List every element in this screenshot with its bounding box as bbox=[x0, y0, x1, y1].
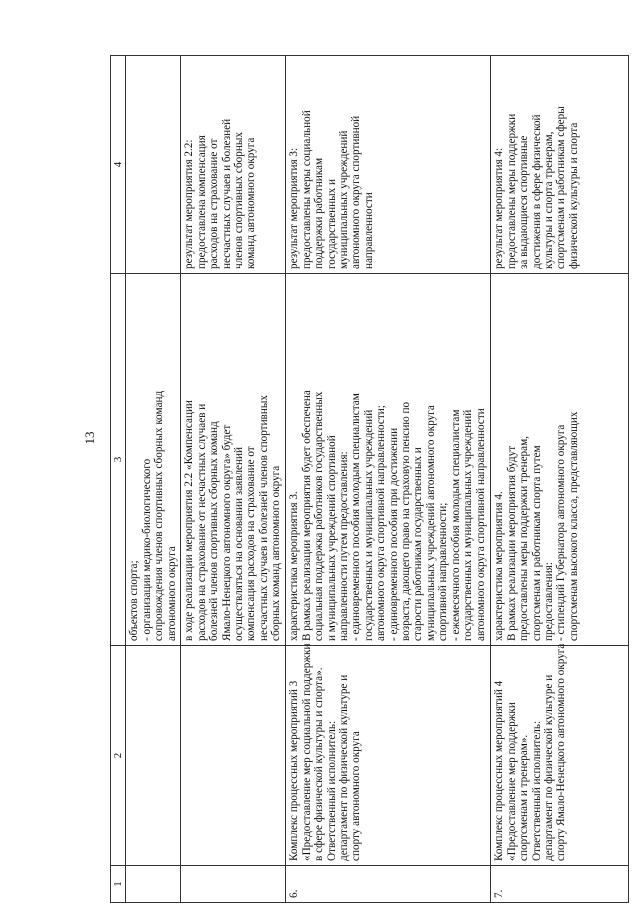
activity-characteristic-cell bbox=[126, 274, 181, 646]
cell-text-line: Комплекс процессных мероприятий 4 bbox=[493, 680, 506, 861]
row-number: 6. bbox=[286, 866, 491, 903]
cell-text-line: спортивной направленности; bbox=[437, 502, 450, 641]
cell-text-line: автономного округа спортивной bbox=[350, 115, 363, 269]
cell-text-line: характеристика мероприятия 3. bbox=[288, 491, 301, 641]
cell-text-line: департамент по физической культуре и bbox=[338, 674, 351, 861]
cell-text-line: государственных и муниципальных учреждений bbox=[462, 409, 475, 641]
activity-characteristic-cell bbox=[491, 274, 629, 646]
cell-text-line: - организации медико-биологического bbox=[140, 458, 153, 641]
cell-text-line: В рамках реализации мероприятия будут bbox=[505, 445, 518, 641]
cell-text-line: спортсменам высокого класса, представляющих bbox=[567, 411, 580, 641]
cell-text-line: Комплекс процессных мероприятий 3 bbox=[288, 680, 301, 861]
cell-text-line: спортсменам и работникам спорта путем bbox=[530, 445, 543, 641]
cell-text-line: предоставлены меры поддержки bbox=[505, 113, 518, 269]
row-number bbox=[126, 866, 181, 903]
cell-text-line: осуществляться на основании заявлений bbox=[233, 447, 246, 641]
cell-text-line: спорту Ямало-Ненецкого автономного округа bbox=[555, 643, 568, 861]
activity-characteristic-cell bbox=[286, 274, 491, 646]
header-row bbox=[111, 56, 126, 903]
cell-text-line: сопровождения членов спортивных сборных команд bbox=[153, 390, 166, 641]
cell-text-line: в ходе реализации мероприятия 2.2 «Компенсации bbox=[183, 400, 196, 641]
row-number bbox=[181, 866, 286, 903]
cell-text-line: направленности путем предоставления: bbox=[338, 451, 351, 641]
cell-text-line: культуры и спорта тренерам, bbox=[543, 131, 556, 269]
cell-text-line: результат мероприятия 4: bbox=[493, 147, 506, 269]
cell-text-line: - стипендий Губернатора автономного округа bbox=[555, 424, 568, 641]
header-col-4: 4 bbox=[111, 56, 126, 274]
cell-text-line: характеристика мероприятия 4. bbox=[493, 491, 506, 641]
cell-text-line: расходов на страхование от несчастных случаев и bbox=[195, 403, 208, 641]
cell-text-line: предоставлены меры поддержки тренерам, bbox=[518, 436, 531, 641]
cell-text-line: расходов на страхование от bbox=[208, 138, 221, 269]
cell-text-line: муниципальных учреждений автономного округа bbox=[424, 405, 437, 641]
cell-text-line: Ямало-Ненецкого автономного округа» будет bbox=[220, 424, 233, 641]
activity-characteristic-cell bbox=[181, 274, 286, 646]
header-col-2: 2 bbox=[111, 646, 126, 866]
cell-text-line: достижения в сфере физической bbox=[530, 114, 543, 269]
cell-text-line: государственных и bbox=[325, 178, 338, 269]
cell-text-line: спортсменам и работникам сферы bbox=[555, 106, 568, 269]
activity-result-cell bbox=[491, 56, 629, 274]
cell-text-line: предоставлены меры социальной bbox=[300, 110, 313, 269]
cell-text-line: - единовременного пособия молодым специалистам bbox=[350, 393, 363, 641]
row-number: 7. bbox=[491, 866, 629, 903]
cell-text-line: Ответственный исполнитель: bbox=[530, 720, 543, 861]
header-col-3: 3 bbox=[111, 274, 126, 646]
cell-text-line: автономного округа спортивной направленности; bbox=[375, 405, 388, 641]
page-number: 13 bbox=[82, 431, 97, 445]
cell-text-line: - ежемесячного пособия молодым специалистам bbox=[449, 409, 462, 641]
cell-text-line: физической культуры и спорта bbox=[567, 122, 580, 269]
table-row bbox=[491, 56, 629, 903]
cell-text-line: старости работникам государственных и bbox=[412, 447, 425, 641]
cell-text-line: «Предоставление мер социальной поддержки bbox=[300, 643, 313, 861]
cell-text-line: объектов спорта; bbox=[128, 560, 141, 641]
cell-text-line: результат мероприятия 3: bbox=[288, 147, 301, 269]
cell-text-line: предоставлена компенсация bbox=[195, 135, 208, 269]
cell-text-line: команд автономного округа bbox=[245, 137, 258, 269]
cell-text-line: несчастных случаев и болезней bbox=[220, 118, 233, 269]
cell-text-line: муниципальных учреждений bbox=[338, 130, 351, 269]
cell-text-line: членов спортивных сборных bbox=[233, 132, 246, 269]
cell-text-line: предоставления: bbox=[543, 562, 556, 641]
cell-text-line: несчастных случаев и болезней членов спортивных bbox=[257, 395, 270, 641]
activity-name-cell bbox=[181, 646, 286, 866]
cell-text-line: возраста, дающего право на страховую пенсию по bbox=[400, 401, 413, 641]
cell-text-line: автономного округа bbox=[165, 546, 178, 641]
header-col-1: 1 bbox=[111, 866, 126, 903]
cell-text-line: спорту автономного округа bbox=[350, 731, 363, 861]
cell-text-line: «Предоставление мер поддержки bbox=[505, 702, 518, 861]
cell-text-line: В рамках реализации мероприятия будет обеспечена bbox=[300, 390, 313, 641]
activity-result-cell bbox=[126, 56, 181, 274]
cell-text-line: компенсация расходов на страхование от bbox=[245, 446, 258, 641]
activity-result-cell bbox=[181, 56, 286, 274]
cell-text-line: автономного округа спортивной направленности bbox=[474, 408, 487, 641]
activity-name-cell bbox=[491, 643, 629, 866]
cell-text-line: и муниципальных учреждений спортивной bbox=[325, 435, 338, 641]
activity-result-cell bbox=[286, 56, 491, 274]
cell-text-line: направленности bbox=[362, 192, 375, 269]
table-row bbox=[126, 56, 181, 903]
cell-text-line: спортсменам и тренерам». bbox=[518, 734, 531, 861]
cell-text-line: за выдающиеся спортивные bbox=[518, 135, 531, 269]
program-table bbox=[110, 55, 629, 903]
cell-text-line: в сфере физической культуры и спорта». bbox=[313, 667, 326, 861]
program-table-sheet bbox=[110, 56, 629, 903]
table-row bbox=[181, 56, 286, 903]
activity-name-cell bbox=[286, 643, 491, 866]
cell-text-line: департамент по физической культуре и bbox=[543, 674, 556, 861]
cell-text-line: поддержки работникам bbox=[313, 157, 326, 269]
table-row bbox=[286, 56, 491, 903]
cell-text-line: результат мероприятия 2.2: bbox=[183, 139, 196, 269]
activity-name-cell bbox=[126, 646, 181, 866]
cell-text-line: - единовременного пособия при достижении bbox=[387, 427, 400, 641]
cell-text-line: Ответственный исполнитель: bbox=[325, 720, 338, 861]
cell-text-line: болезней членов спортивных сборных команд bbox=[208, 421, 221, 641]
cell-text-line: государственных и муниципальных учреждений bbox=[362, 409, 375, 641]
cell-text-line: социальная поддержка работников государственных bbox=[313, 391, 326, 641]
cell-text-line: сборных команд автономного округа bbox=[270, 465, 283, 641]
